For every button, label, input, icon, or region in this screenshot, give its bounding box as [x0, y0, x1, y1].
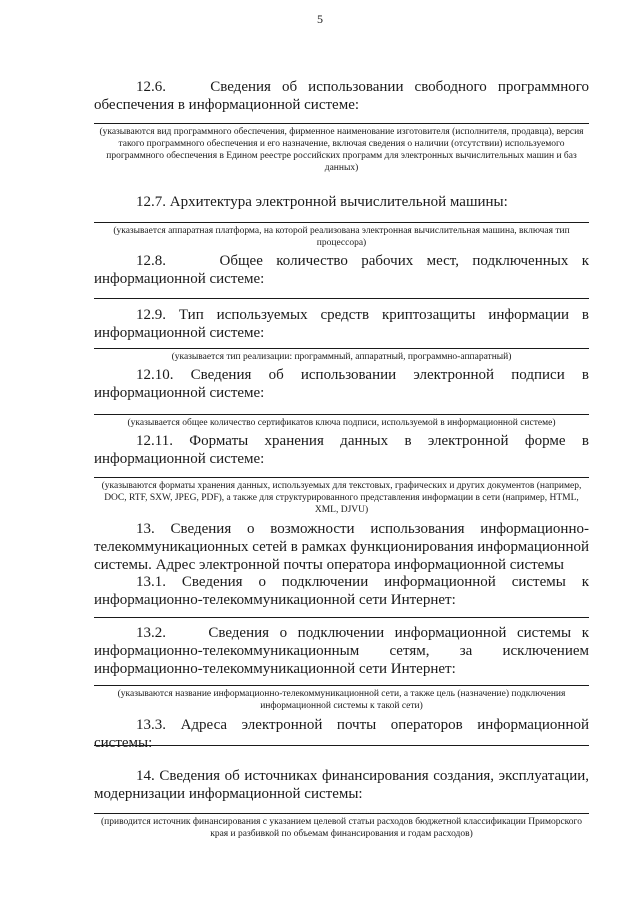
note-12-7: (указывается аппаратная платформа, на которой реализована электронная вычислительная машина, включая тип процессора) [113, 226, 570, 248]
section-13 [94, 520, 589, 574]
fill-line-12-7 [94, 222, 589, 223]
section-13-3 [94, 716, 589, 752]
section-12-10-text: 12.10. Сведения об использовании электронной подписи в информационной системе: [94, 367, 589, 401]
section-13-3-text: 13.3. Адреса электронной почты операторов информационной системы: [94, 717, 589, 751]
section-12-10 [94, 366, 589, 402]
section-12-8 [94, 252, 589, 288]
section-14 [94, 767, 589, 803]
section-13-2-text: 13.2. Сведения о подключении информационной системы к информационно-телекоммуникационным сетям, за исключением информационно-телекоммуникационной сети Интернет: [94, 625, 589, 677]
page-number: 5 [317, 12, 323, 26]
fill-line-13-1 [94, 617, 589, 618]
section-12-11-text: 12.11. Форматы хранения данных в электронной форме в информационной системе: [94, 433, 589, 467]
section-12-7-text: 12.7. Архитектура электронной вычислительной машины: [136, 194, 508, 210]
section-13-1-text: 13.1. Сведения о подключении информационной системы к информационно-телекоммуникационной сети Интернет: [94, 574, 589, 608]
section-12-6-text: 12.6. Сведения об использовании свободного программного обеспечения в информационной системе: [94, 79, 589, 113]
fill-line-12-9 [94, 348, 589, 349]
section-13-text: 13. Сведения о возможности использования информационно-телекоммуникационных сетей в рамках функционирования информационной системы. Адрес электронной почты оператора информационной системы [94, 521, 589, 573]
note-12-11: (указываются форматы хранения данных, используемых для текстовых, графических и других документов (например, DOC, RTF, SXW, JPEG, PDF), а также для структурированного представления информации в сети (например, HTML, XML, DJVU) [101, 481, 582, 515]
section-12-7 [94, 193, 589, 211]
section-14-text: 14. Сведения об источниках финансирования создания, эксплуатации, модернизации информационной системы: [94, 768, 589, 802]
section-12-6 [94, 78, 589, 114]
section-12-9-text: 12.9. Тип используемых средств криптозащиты информации в информационной системе: [94, 307, 589, 341]
fill-line-12-8 [94, 298, 589, 299]
section-13-2 [94, 624, 589, 678]
fill-line-12-11 [94, 477, 589, 478]
section-12-9 [94, 306, 589, 342]
note-12-10: (указывается общее количество сертификатов ключа подписи, используемой в информационной системе) [127, 418, 556, 428]
note-13-2: (указываются название информационно-телекоммуникационной сети, а также цель (назначение) подключения информационной системы к такой сети) [117, 689, 566, 711]
fill-line-12-6 [94, 123, 589, 124]
fill-line-14 [94, 813, 589, 814]
section-12-11 [94, 432, 589, 468]
fill-line-13-2 [94, 685, 589, 686]
section-12-8-text: 12.8. Общее количество рабочих мест, подключенных к информационной системе: [94, 253, 589, 287]
section-13-1 [94, 573, 589, 609]
note-14: (приводится источник финансирования с указанием целевой статьи расходов бюджетной классификации Приморского края и разбивкой по объемам финансирования и годам расходов) [101, 817, 582, 839]
note-12-9: (указывается тип реализации: программный, аппаратный, программно-аппаратный) [171, 352, 512, 362]
fill-line-12-10 [94, 414, 589, 415]
note-12-6: (указываются вид программного обеспечения, фирменное наименование изготовителя (исполнителя, продавца), версия такого программного обеспечения и его назначение, включая сведения о наличии (отсутствии) используемого программного обеспечения в Едином реестре российских программ для электронных вычислительных машин и баз данных) [99, 127, 584, 173]
fill-line-13-3 [94, 745, 589, 746]
